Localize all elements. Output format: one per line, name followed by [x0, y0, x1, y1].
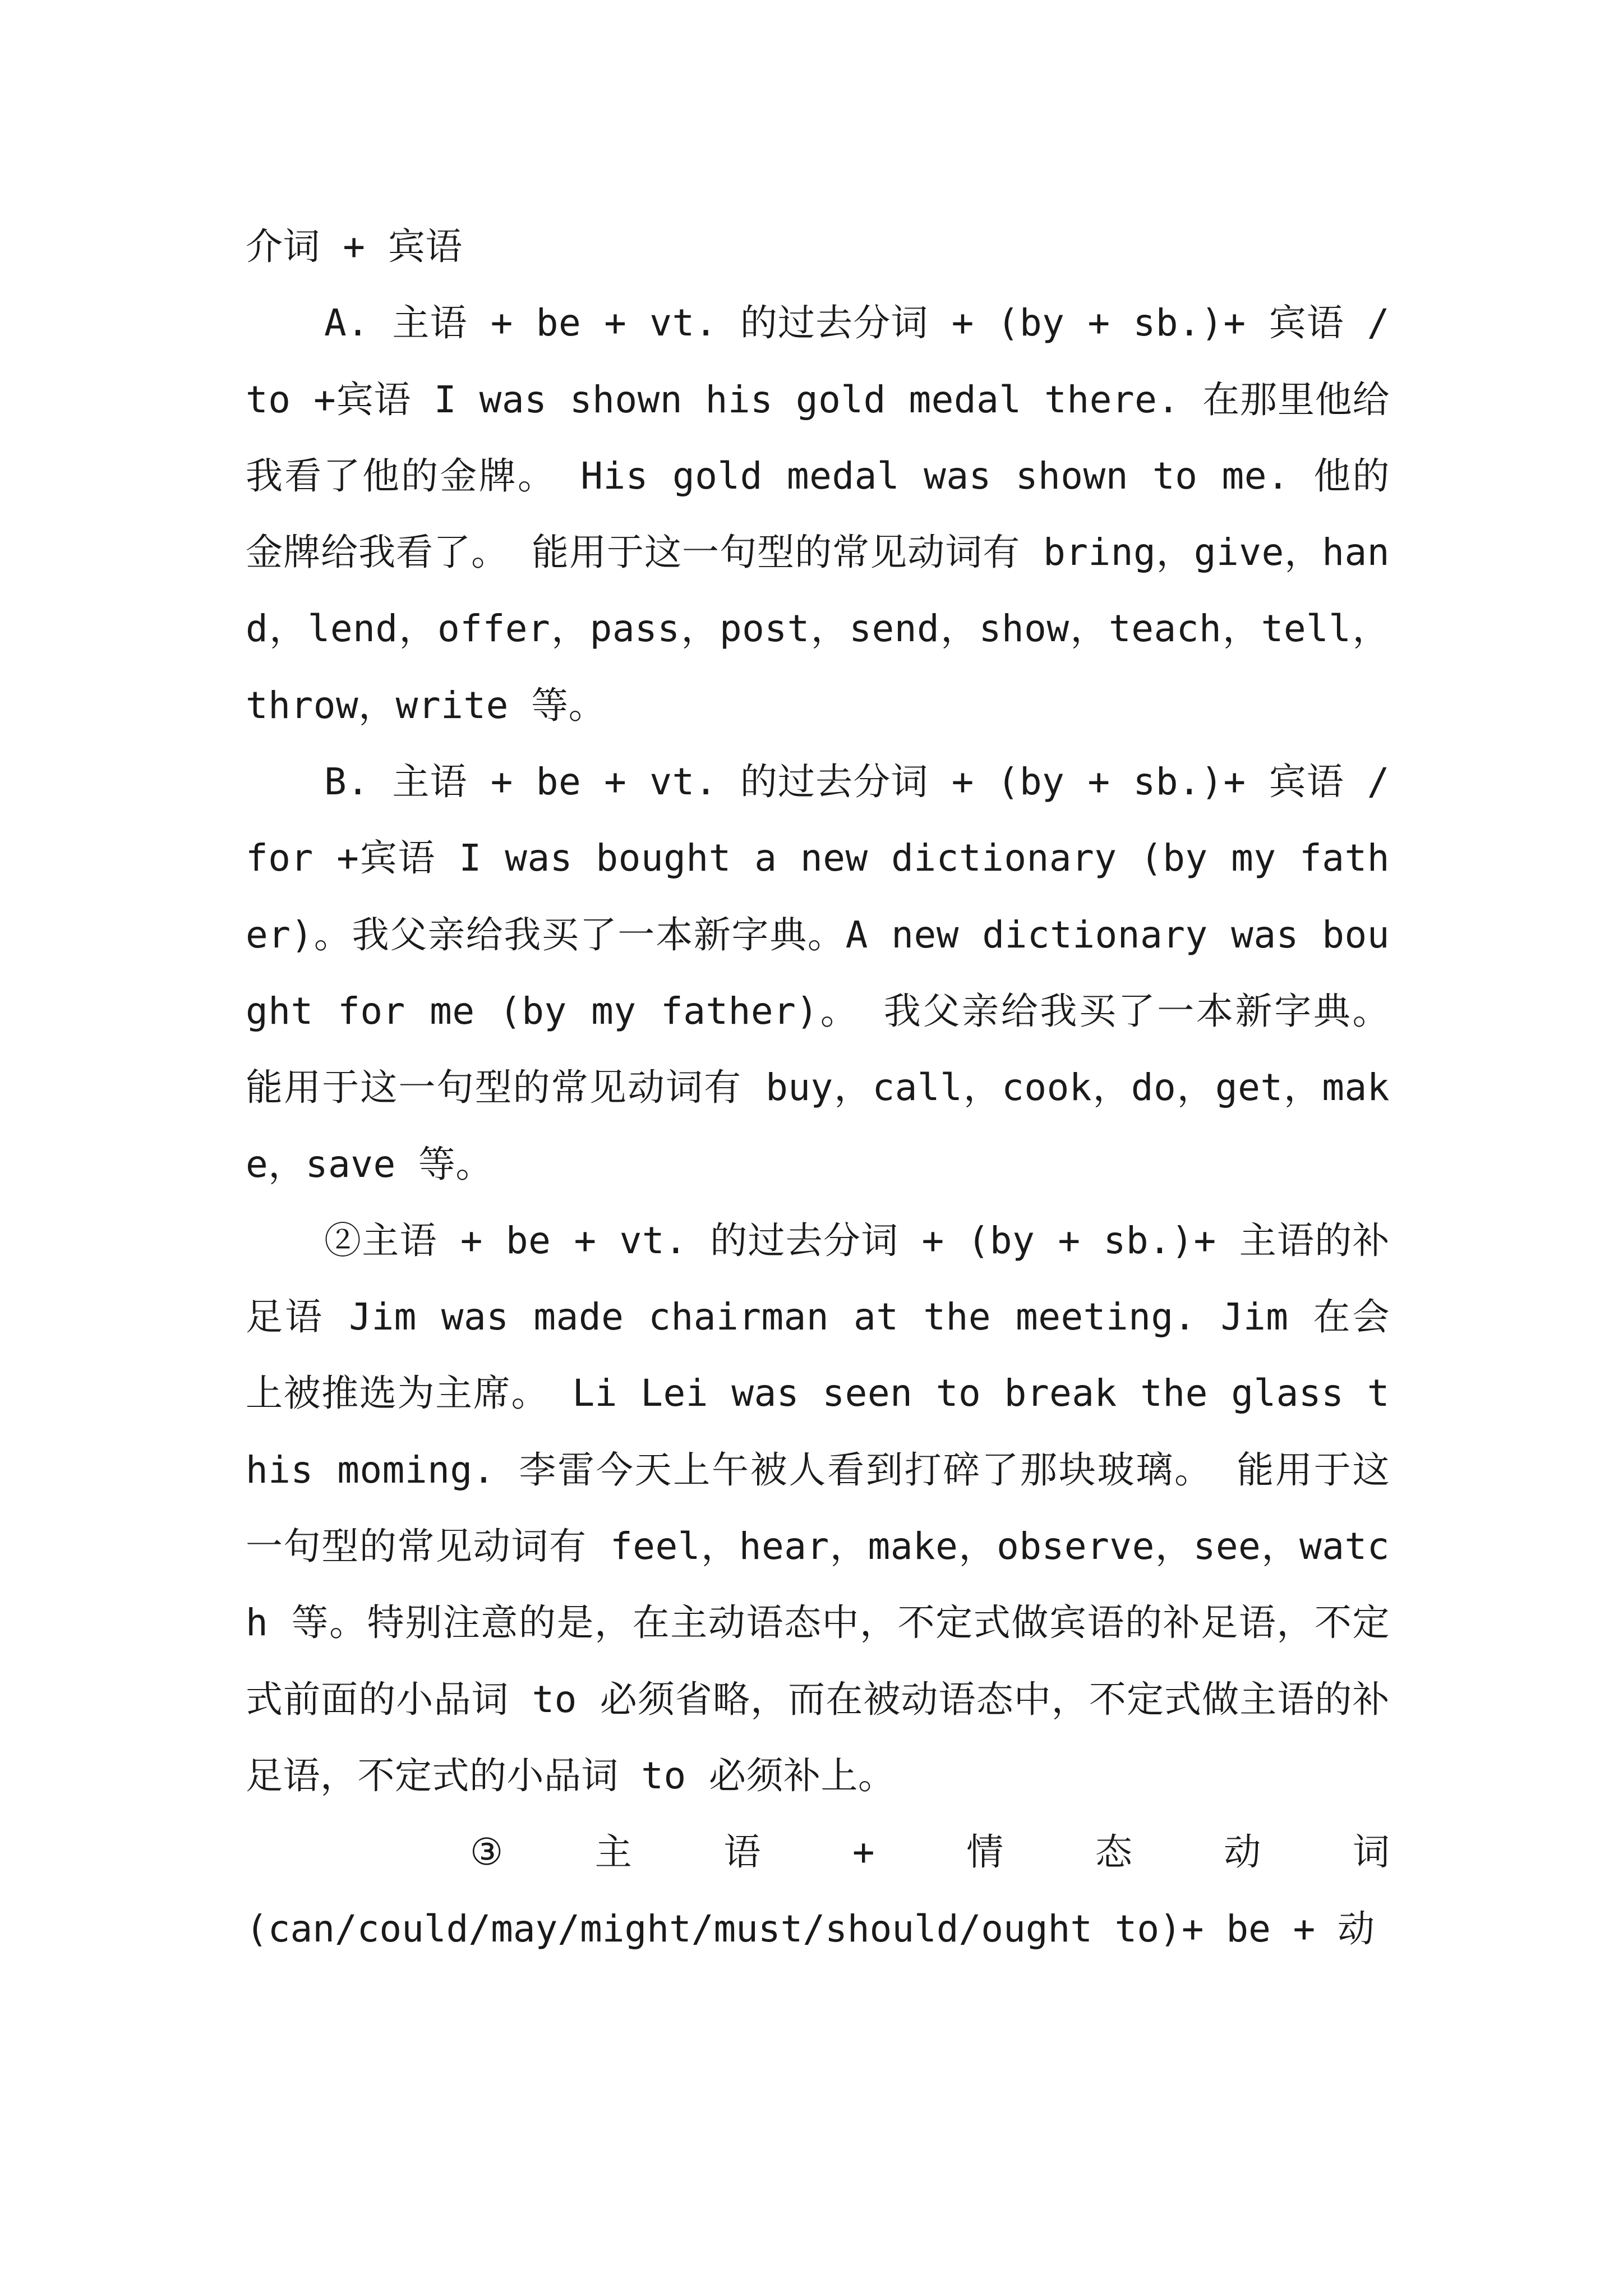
token: +	[852, 1830, 875, 1874]
document-page	[246, 209, 1390, 1967]
token: 态	[1095, 1830, 1132, 1874]
paragraph-3: ②主语 + be + vt. 的过去分词 + (by + sb.)+ 主语的补足语 Jim was made chairman at the meeting. Jim 在会上被推选为主席。 Li Lei was seen to break the glass this moming. 李雷今天上午被人看到打碎了那块玻璃。 能用于这一句型的常见动词有 feel，hear，make，observe，see，watch 等。特别注意的是，在主动语态中，不定式做宾语的补足语，不定式前面的小品词 to 必须省略，而在被动语态中，不定式做主语的补足语，不定式的小品词 to 必须补上。	[246, 1218, 1390, 1797]
token: 语	[723, 1830, 761, 1874]
paragraph-2: B. 主语 + be + vt. 的过去分词 + (by + sb.)+ 宾语 /for +宾语 I was bought a new dictionary (by my father)。我父亲给我买了一本新字典。A new dictionary was bought for me (by my father)。 我父亲给我买了一本新字典。 能用于这一句型的常见动词有 buy，call，cook，do，get，make，save 等。	[246, 760, 1390, 1186]
paragraph-4-line-1	[246, 1814, 1390, 1890]
paragraph-4	[246, 1814, 1390, 1967]
token: 主	[594, 1830, 632, 1874]
token: 动	[1224, 1830, 1261, 1874]
token: 词	[1352, 1830, 1390, 1874]
paragraph-0: 介词 + 宾语	[246, 225, 463, 268]
paragraph-4-line-2: (can/could/may/might/must/should/ought to)+ be + 动	[246, 1907, 1375, 1950]
token: 情	[966, 1830, 1004, 1874]
paragraph-1: A. 主语 + be + vt. 的过去分词 + (by + sb.)+ 宾语 /to +宾语 I was shown his gold medal there. 在那里他给我看了他的金牌。 His gold medal was shown to me. 他的金牌给我看了。 能用于这一句型的常见动词有 bring，give，hand，lend，offer，pass，post，send，show，teach，tell，throw，write 等。	[246, 301, 1390, 727]
token: ③	[470, 1830, 504, 1874]
